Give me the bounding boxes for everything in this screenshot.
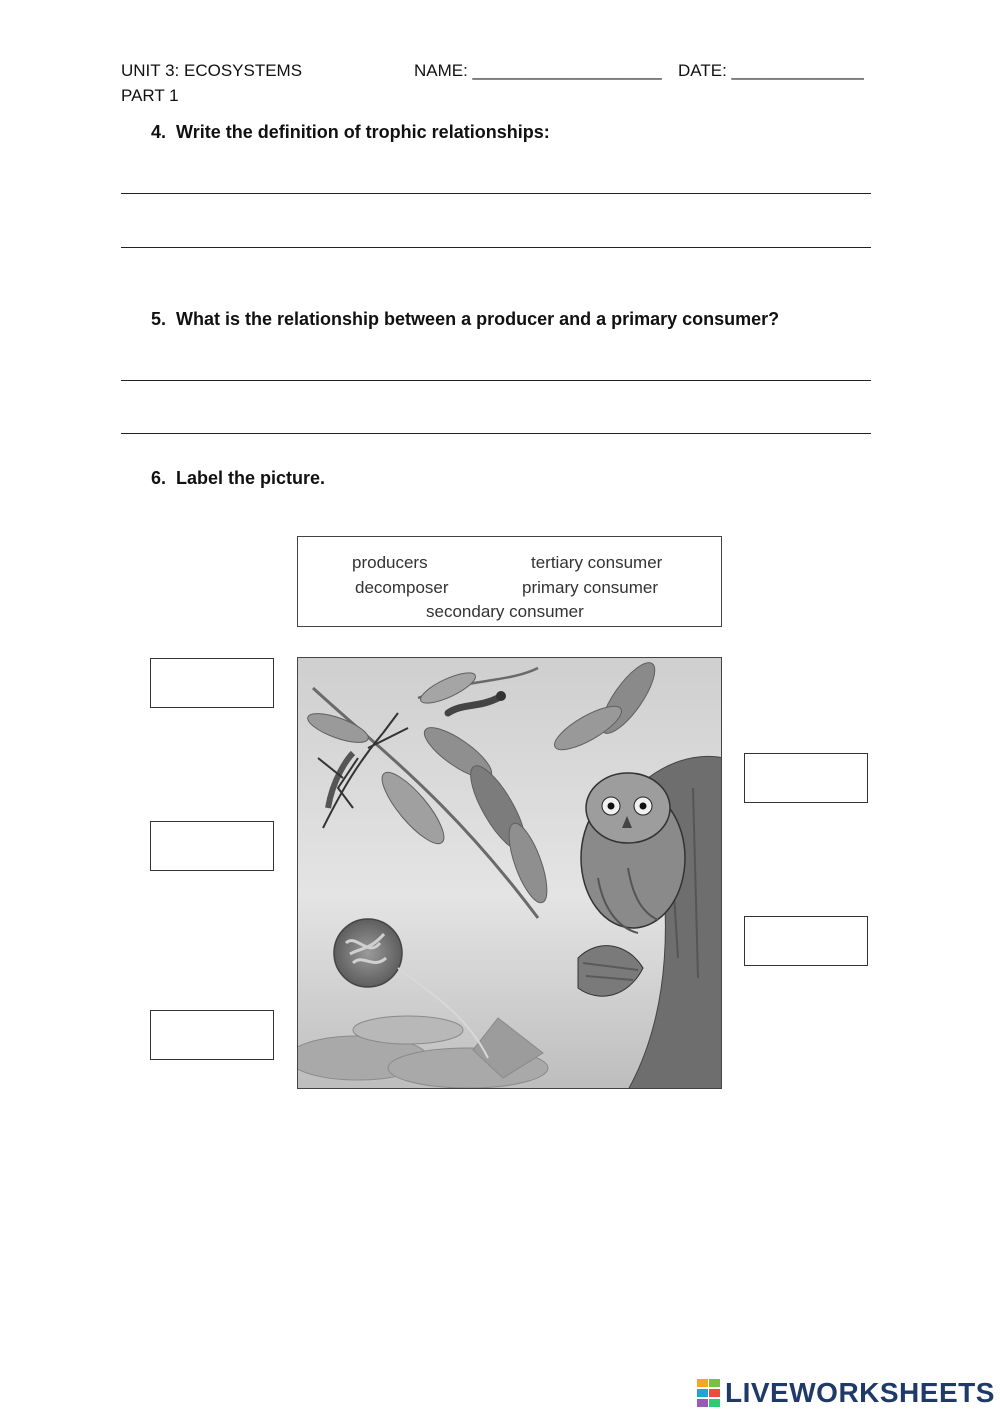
question-text: What is the relationship between a producer and a primary consumer? [176, 309, 780, 329]
label-answer-box-4[interactable] [744, 753, 868, 803]
word-bank-item: producers [352, 553, 428, 572]
question-number: 6. [151, 468, 167, 488]
answer-line-q5-1[interactable] [121, 380, 871, 381]
date-field-label: DATE: ______________ [678, 61, 864, 80]
question-number: 4. [151, 122, 167, 142]
liveworksheets-logo-icon [697, 1379, 721, 1407]
answer-line-q5-2[interactable] [121, 433, 871, 434]
word-bank-item: secondary consumer [426, 602, 584, 621]
name-field-label: NAME: ____________________ [414, 61, 662, 80]
part-label: PART 1 [121, 86, 179, 105]
question-6 [151, 468, 325, 489]
answer-line-q4-1[interactable] [121, 193, 871, 194]
word-bank-item: primary consumer [522, 578, 659, 597]
label-answer-box-3[interactable] [150, 1010, 274, 1060]
unit-title: UNIT 3: ECOSYSTEMS [121, 61, 303, 80]
label-answer-box-5[interactable] [744, 916, 868, 966]
label-answer-box-2[interactable] [150, 821, 274, 871]
question-text: Label the picture. [176, 468, 326, 488]
question-text: Write the definition of trophic relationships: [176, 122, 550, 142]
food-web-illustration [297, 657, 722, 1089]
answer-line-q4-2[interactable] [121, 247, 871, 248]
question-4 [151, 122, 550, 143]
word-bank [297, 536, 722, 627]
brand-name: LIVEWORKSHEETS [725, 1377, 995, 1408]
question-number: 5. [151, 309, 167, 329]
food-web-illustration-icon [298, 658, 722, 1089]
word-bank-item: decomposer [355, 578, 449, 597]
liveworksheets-logo [697, 1376, 995, 1410]
word-bank-item: tertiary consumer [531, 553, 663, 572]
question-5 [151, 309, 779, 330]
label-answer-box-1[interactable] [150, 658, 274, 708]
